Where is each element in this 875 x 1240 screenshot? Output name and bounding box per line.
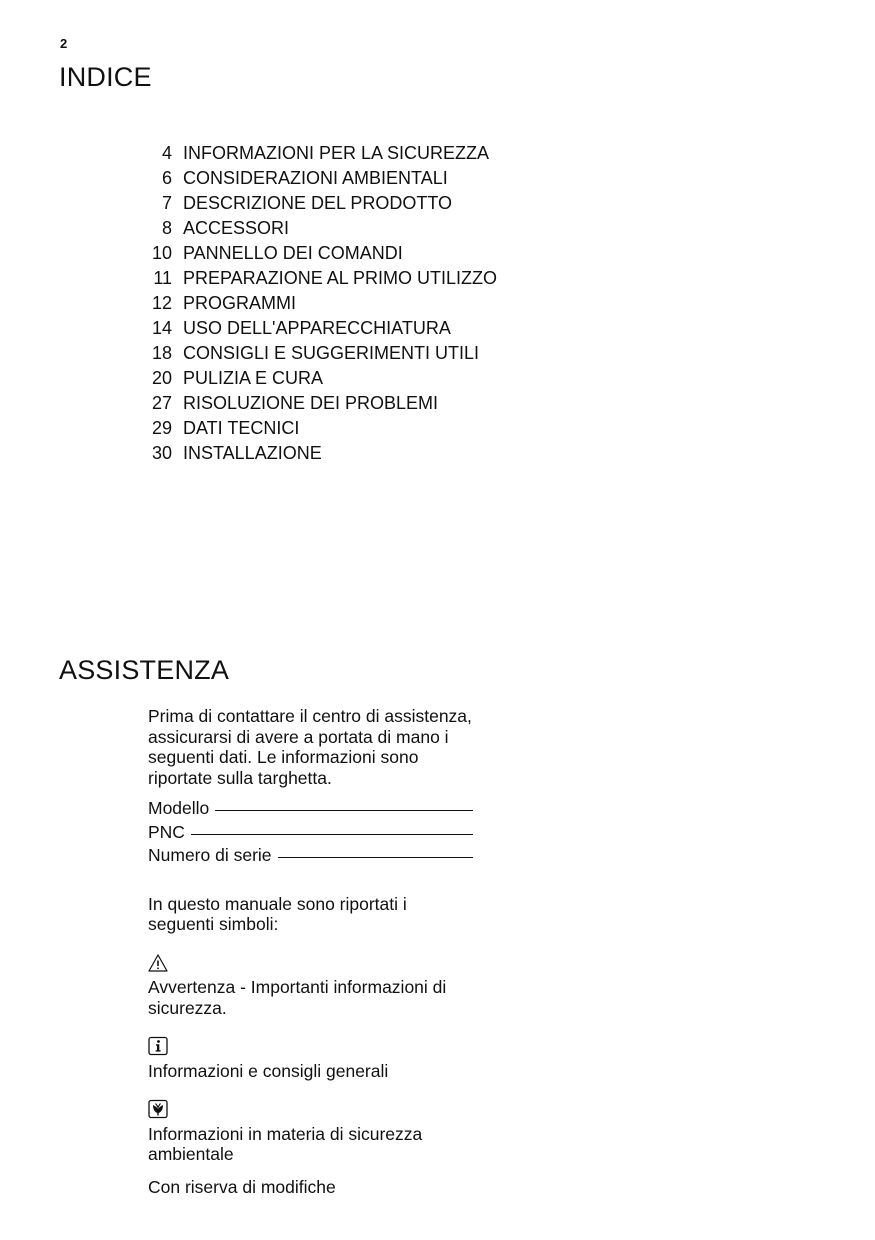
page-number: 2 xyxy=(60,36,68,51)
toc-page-number: 4 xyxy=(161,143,172,163)
toc-entry[interactable] xyxy=(148,191,497,216)
toc-entry[interactable] xyxy=(148,241,497,266)
assistance-title: ASSISTENZA xyxy=(59,655,230,685)
toc-page-number: 20 xyxy=(151,368,172,388)
toc-entry[interactable] xyxy=(148,341,497,366)
serial-field xyxy=(148,845,473,869)
model-fill-line xyxy=(215,810,473,811)
info-icon xyxy=(148,1036,168,1056)
serial-fill-line xyxy=(278,857,473,858)
toc-label: CONSIGLI E SUGGERIMENTI UTILI xyxy=(183,343,480,363)
toc-title: INDICE xyxy=(59,62,152,92)
toc-label: PREPARAZIONE AL PRIMO UTILIZZO xyxy=(183,268,498,288)
toc-entry[interactable] xyxy=(148,291,497,316)
info-text: Informazioni e consigli generali xyxy=(148,1060,389,1081)
toc-entry[interactable] xyxy=(148,166,497,191)
toc-label: RISOLUZIONE DEI PROBLEMI xyxy=(183,393,439,413)
toc-page-number: 27 xyxy=(151,393,172,413)
toc-entry[interactable] xyxy=(148,416,497,441)
toc-entry[interactable] xyxy=(148,391,497,416)
toc-label: INFORMAZIONI PER LA SICUREZZA xyxy=(183,143,490,163)
assistance-section xyxy=(148,706,473,1197)
toc-entry[interactable] xyxy=(148,441,497,466)
symbols-intro: In questo manuale sono riportati i seguenti simboli: xyxy=(148,893,407,934)
serial-label: Numero di serie xyxy=(148,845,272,865)
environment-icon xyxy=(148,1099,168,1119)
toc-page-number: 7 xyxy=(161,193,172,213)
toc-page-number: 30 xyxy=(151,443,172,463)
environment-text: Informazioni in materia di sicurezza ambientale xyxy=(148,1123,423,1164)
toc-label: PANNELLO DEI COMANDI xyxy=(183,243,403,263)
model-label: Modello xyxy=(148,798,210,818)
toc-page-number: 12 xyxy=(151,293,172,313)
toc-page-number: 18 xyxy=(151,343,172,363)
toc-entry[interactable] xyxy=(148,216,497,241)
toc-label: CONSIDERAZIONI AMBIENTALI xyxy=(183,168,448,188)
toc-page-number: 11 xyxy=(153,268,172,288)
toc-page-number: 10 xyxy=(151,243,172,263)
toc-page-number: 29 xyxy=(151,418,172,438)
toc-label: ACCESSORI xyxy=(183,218,290,238)
pnc-field xyxy=(148,822,473,846)
toc-page-number: 6 xyxy=(161,168,172,188)
closing-note: Con riserva di modifiche xyxy=(148,1176,336,1197)
toc-label: USO DELL'APPARECCHIATURA xyxy=(183,318,451,338)
toc-label: PROGRAMMI xyxy=(183,293,297,313)
pnc-label: PNC xyxy=(148,821,185,842)
assistance-intro: Prima di contattare il centro di assistenza, assicurarsi di avere a portata di mano i seguenti dati. Le informazioni sono riportate sulla targhetta. xyxy=(148,706,472,788)
toc-label: DESCRIZIONE DEL PRODOTTO xyxy=(183,193,453,213)
warning-icon xyxy=(148,953,168,973)
pnc-fill-line xyxy=(191,834,473,835)
toc-entry[interactable] xyxy=(148,366,497,391)
warning-text: Avvertenza - Importanti informazioni di sicurezza. xyxy=(148,977,447,1018)
toc-entry[interactable] xyxy=(148,141,497,166)
toc-label: PULIZIA E CURA xyxy=(183,368,324,388)
toc-entry[interactable] xyxy=(148,316,497,341)
toc-label: DATI TECNICI xyxy=(183,418,300,438)
toc-label: INSTALLAZIONE xyxy=(183,443,322,463)
toc-page-number: 14 xyxy=(151,318,172,338)
table-of-contents xyxy=(148,141,497,466)
toc-entry[interactable] xyxy=(148,266,497,291)
toc-page-number: 8 xyxy=(161,218,172,238)
model-field xyxy=(148,798,473,822)
